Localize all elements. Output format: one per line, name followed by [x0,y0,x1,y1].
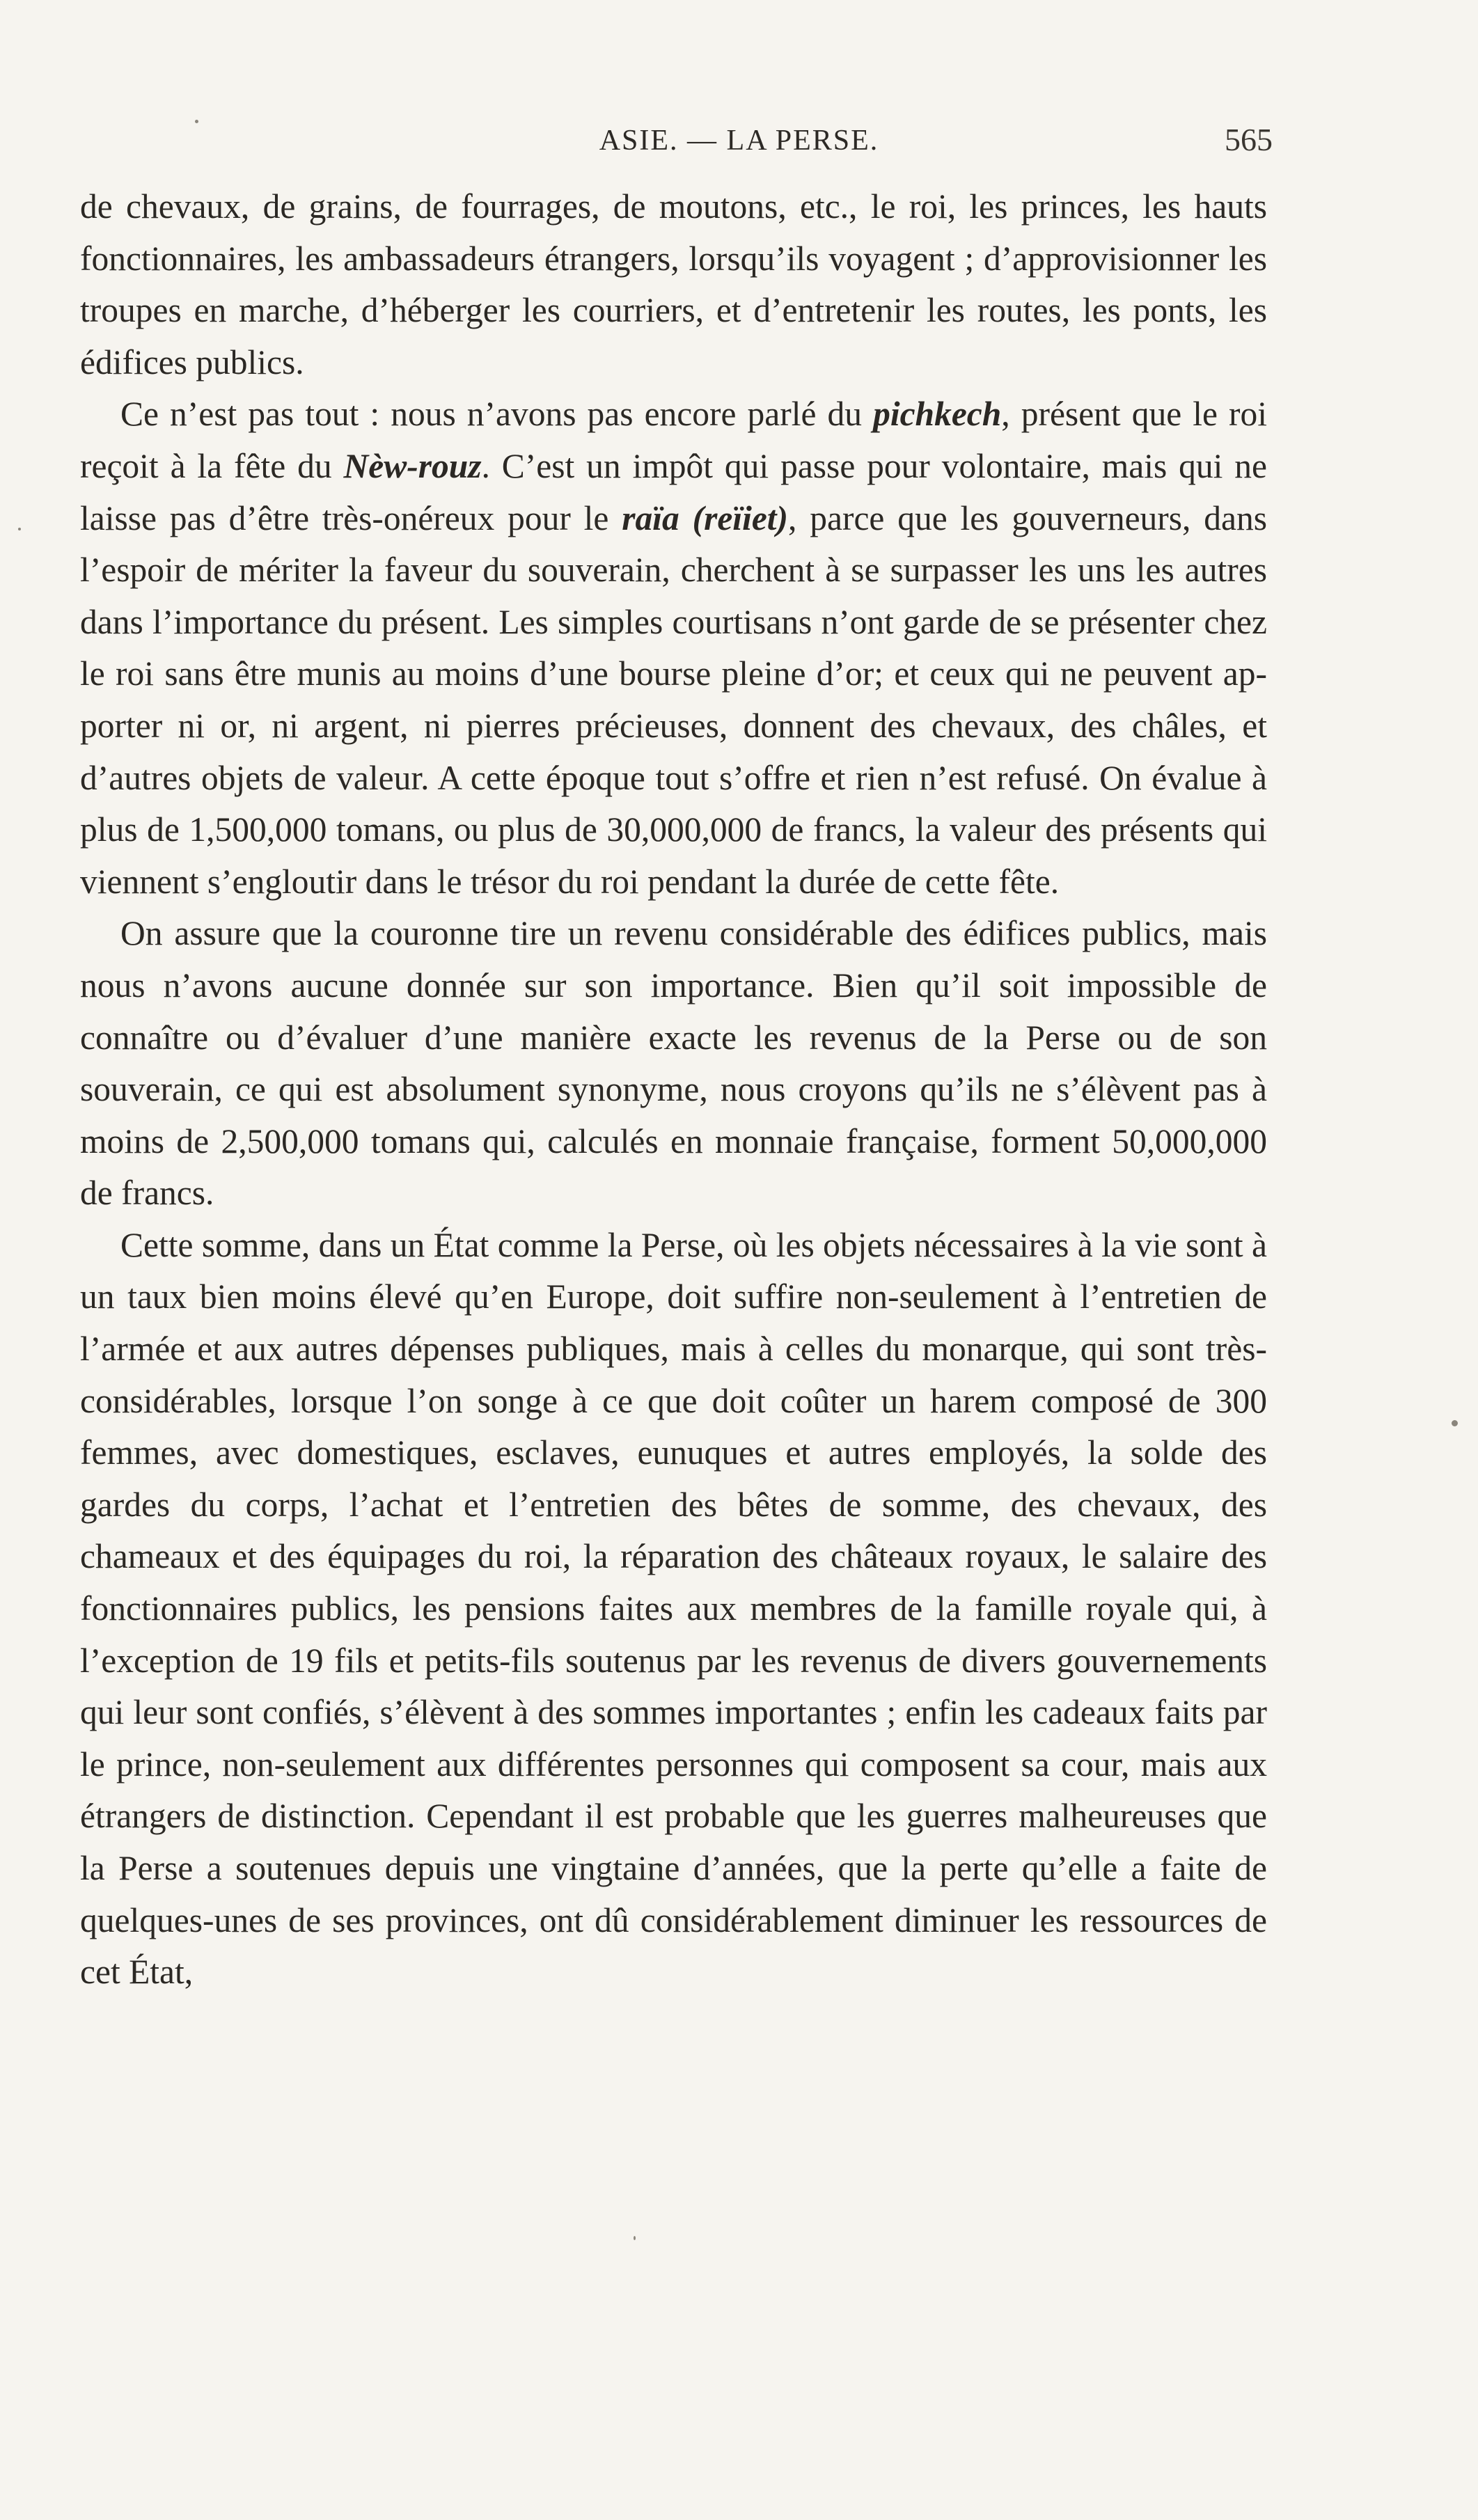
text-run: , présent que le roi reçoit à la fête du [80,395,1267,485]
paragraph [80,181,1267,388]
paper-speck [1452,1420,1458,1426]
text-run: Cette somme, dans un État comme la Perse, où les objets nécessaires à la vie sont à un taux bien moins élevé qu’en Europe, doit suffire non-seulement à l’entretien de l’armée et aux autres dépenses publiques, mais à celles du monarque, qui sont très-considérables, lorsque l’on songe à ce que doit coûter un harem composé de 300 femmes, avec domestiques, esclaves, eunuques et autres employés, la solde des gardes du corps, l’achat et l’entretien des bêtes de somme, des chevaux, des chameaux et des équipages du roi, la réparation des châteaux royaux, le salaire des fonctionnaires publics, les pensions faites aux membres de la famille royale qui, à l’exception de 19 fils et petits-fils soutenus par les revenus de divers gouvernements qui leur sont confiés, s’élèvent à des sommes importantes ; enfin les cadeaux faits par le prince, non-seulement aux différentes personnes qui composent sa cour, mais aux étrangers de distinction. Cependant il est probable que les guerres malheureuses que la Perse a soutenues depuis une vingtaine d’années, que la perte qu’elle a faite de quelques-unes de ses provinces, ont dû considérablement diminuer les ressources de cet État, [80,1225,1267,1992]
text-run: de chevaux, de grains, de fourrages, de moutons, etc., le roi, les princes, les hauts fonctionnaires, les ambassadeurs étrangers, lorsqu’ils voyagent ; d’approvisionner les troupes en marche, d’héberger les courriers, et d’entretenir les routes, les ponts, les édifices publics. [80,187,1267,381]
paper-speck [634,2236,636,2240]
paragraph [80,1220,1267,1999]
paragraph [80,908,1267,1220]
italic-term: pichkech [873,395,1002,434]
page-number: 565 [1225,122,1273,157]
text-run: , parce que les gouverneurs, dans l’espoir de mériter la faveur du souverain, cherchent à se surpasser les uns les autres dans l’importance du présent. Les simples courtisans n’ont garde de se présenter chez le roi sans être munis au moins d’une bourse pleine d’or; et ceux qui ne peuvent apporter ni or, ni argent, ni pierres précieuses, donnent des chevaux, des châles, et d’autres objets de valeur. A cette époque tout s’offre et rien n’est refusé. On évalue à plus de 1,500,000 tomans, ou plus de 30,000,000 de francs, la valeur des présents qui viennent s’engloutir dans le trésor du roi pendant la durée de cette fête. [80,498,1267,901]
text-run: Ce n’est pas tout : nous n’avons pas encore parlé du [120,395,874,434]
body-text [80,181,1267,1999]
paragraph [80,388,1267,908]
running-title: ASIE. — LA PERSE. [599,125,879,157]
italic-term: Nèw-rouz [343,446,482,485]
paper-speck [18,528,21,530]
text-run: On assure que la couronne tire un revenu considérable des édifices publics, mais nous n’avons aucune donnée sur son importance. Bien qu’il soit impossible de connaître ou d’évaluer d’une manière exacte les revenus de la Perse ou de son souverain, ce qui est absolument synonyme, nous croyons qu’ils ne s’élèvent pas à moins de 2,500,000 tomans qui, calculés en monnaie française, forment 50,000,000 de francs. [80,914,1267,1213]
italic-term: raïa (reïiet) [622,498,789,537]
running-head [0,124,1478,166]
paper-speck [195,120,198,123]
text-run: . C’est un impôt qui passe pour volontaire, mais qui ne laisse pas d’être très-onéreux pour le [80,446,1267,537]
